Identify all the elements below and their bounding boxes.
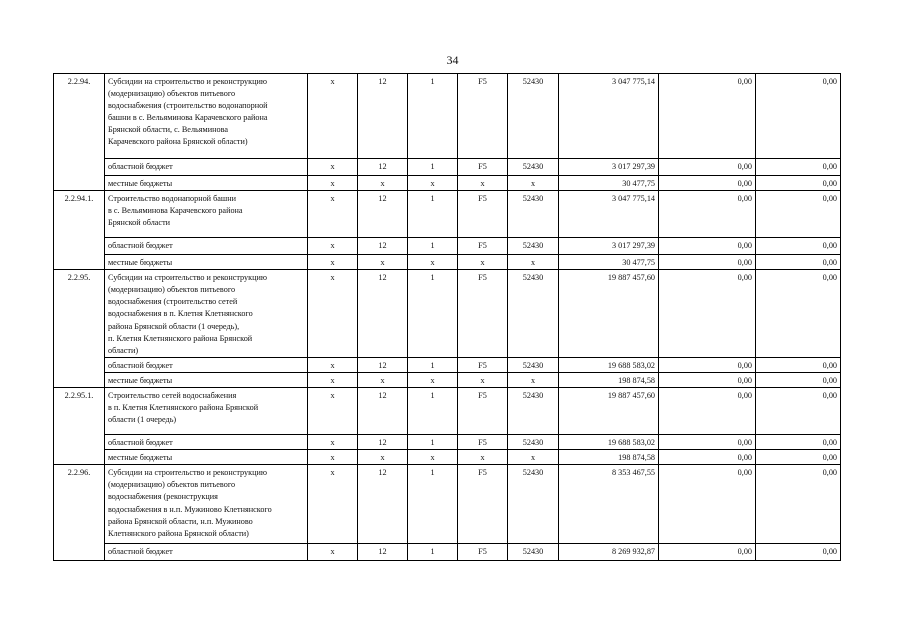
sum-3-cell: 0,00 [756, 191, 841, 238]
grbs-cell: x [308, 357, 358, 372]
vr-cell: 52430 [508, 159, 559, 176]
row-name: областной бюджет [105, 238, 308, 255]
pr-cell: 1 [408, 159, 458, 176]
pr-cell: 1 [408, 238, 458, 255]
row-name: местные бюджеты [105, 255, 308, 270]
sum-1-cell: 3 047 775,14 [559, 74, 659, 159]
row-name: местные бюджеты [105, 176, 308, 191]
row-name: областной бюджет [105, 357, 308, 372]
grbs-cell: x [308, 176, 358, 191]
sum-1-cell: 3 017 297,39 [559, 238, 659, 255]
table-row [54, 176, 841, 191]
vr-cell: 52430 [508, 388, 559, 435]
sum-2-cell: 0,00 [659, 74, 756, 159]
grbs-cell: x [308, 388, 358, 435]
rz-cell: 12 [358, 74, 408, 159]
table-row [54, 159, 841, 176]
sum-3-cell: 0,00 [756, 544, 841, 561]
grbs-cell: x [308, 191, 358, 238]
sum-3-cell: 0,00 [756, 176, 841, 191]
row-name: местные бюджеты [105, 450, 308, 465]
tsr-cell: x [458, 255, 508, 270]
sum-1-cell: 3 017 297,39 [559, 159, 659, 176]
tsr-cell: F5 [458, 159, 508, 176]
sum-1-cell: 8 353 467,55 [559, 465, 659, 544]
sum-3-cell: 0,00 [756, 372, 841, 387]
vr-cell: 52430 [508, 191, 559, 238]
sum-2-cell: 0,00 [659, 372, 756, 387]
row-name: Строительство водонапорной башни в с. Вельяминова Карачевского района Брянской области [105, 191, 308, 238]
pr-cell: x [408, 450, 458, 465]
grbs-cell: x [308, 74, 358, 159]
tsr-cell: x [458, 372, 508, 387]
tsr-cell: F5 [458, 238, 508, 255]
table-row [54, 238, 841, 255]
table-row [54, 74, 841, 159]
tsr-cell: F5 [458, 388, 508, 435]
grbs-cell: x [308, 372, 358, 387]
vr-cell: 52430 [508, 357, 559, 372]
table-row [54, 465, 841, 544]
sum-1-cell: 198 874,58 [559, 450, 659, 465]
rz-cell: 12 [358, 435, 408, 450]
sum-1-cell: 19 688 583,02 [559, 435, 659, 450]
sum-2-cell: 0,00 [659, 357, 756, 372]
vr-cell: 52430 [508, 238, 559, 255]
pr-cell: 1 [408, 74, 458, 159]
sum-2-cell: 0,00 [659, 450, 756, 465]
grbs-cell: x [308, 435, 358, 450]
grbs-cell: x [308, 270, 358, 358]
pr-cell: 1 [408, 191, 458, 238]
sum-1-cell: 19 887 457,60 [559, 388, 659, 435]
table-row [54, 191, 841, 238]
tsr-cell: x [458, 176, 508, 191]
rz-cell: 12 [358, 544, 408, 561]
row-name: областной бюджет [105, 435, 308, 450]
row-code: 2.2.95.1. [54, 388, 105, 465]
row-name: Субсидии на строительство и реконструкцию (модернизацию) объектов питьевого водоснабжения (строительство водонапорной башни в с. Вельяминова Карачевского района Брянской области, с. Вельяминова Карачевского района Брянской области) [105, 74, 308, 159]
sum-1-cell: 198 874,58 [559, 372, 659, 387]
pr-cell: 1 [408, 465, 458, 544]
vr-cell: 52430 [508, 435, 559, 450]
sum-3-cell: 0,00 [756, 388, 841, 435]
sum-2-cell: 0,00 [659, 544, 756, 561]
sum-3-cell: 0,00 [756, 74, 841, 159]
sum-3-cell: 0,00 [756, 465, 841, 544]
sum-2-cell: 0,00 [659, 465, 756, 544]
sum-3-cell: 0,00 [756, 255, 841, 270]
rz-cell: x [358, 255, 408, 270]
rz-cell: 12 [358, 159, 408, 176]
rz-cell: 12 [358, 357, 408, 372]
sum-2-cell: 0,00 [659, 435, 756, 450]
row-name: областной бюджет [105, 159, 308, 176]
pr-cell: 1 [408, 544, 458, 561]
sum-3-cell: 0,00 [756, 357, 841, 372]
grbs-cell: x [308, 544, 358, 561]
table-row [54, 255, 841, 270]
grbs-cell: x [308, 465, 358, 544]
pr-cell: x [408, 372, 458, 387]
sum-2-cell: 0,00 [659, 176, 756, 191]
sum-1-cell: 19 688 583,02 [559, 357, 659, 372]
row-name: областной бюджет [105, 544, 308, 561]
grbs-cell: x [308, 238, 358, 255]
vr-cell: x [508, 255, 559, 270]
row-code: 2.2.95. [54, 270, 105, 388]
row-code: 2.2.94.1. [54, 191, 105, 270]
tsr-cell: x [458, 450, 508, 465]
sum-3-cell: 0,00 [756, 435, 841, 450]
sum-2-cell: 0,00 [659, 238, 756, 255]
vr-cell: x [508, 372, 559, 387]
grbs-cell: x [308, 159, 358, 176]
sum-3-cell: 0,00 [756, 270, 841, 358]
pr-cell: x [408, 255, 458, 270]
table-row [54, 450, 841, 465]
row-name: местные бюджеты [105, 372, 308, 387]
page-number: 34 [446, 53, 459, 67]
tsr-cell: F5 [458, 74, 508, 159]
pr-cell: 1 [408, 388, 458, 435]
sum-1-cell: 8 269 932,87 [559, 544, 659, 561]
pr-cell: 1 [408, 435, 458, 450]
row-name: Строительство сетей водоснабжения в п. Клетня Клетнянского района Брянской области (1 очередь) [105, 388, 308, 435]
rz-cell: x [358, 450, 408, 465]
vr-cell: x [508, 450, 559, 465]
sum-1-cell: 3 047 775,14 [559, 191, 659, 238]
vr-cell: 52430 [508, 465, 559, 544]
table-row [54, 435, 841, 450]
table-row [54, 388, 841, 435]
rz-cell: 12 [358, 191, 408, 238]
budget-table [53, 73, 841, 561]
sum-1-cell: 30 477,75 [559, 255, 659, 270]
rz-cell: x [358, 176, 408, 191]
vr-cell: 52430 [508, 544, 559, 561]
sum-3-cell: 0,00 [756, 450, 841, 465]
sum-2-cell: 0,00 [659, 270, 756, 358]
table-row [54, 544, 841, 561]
sum-1-cell: 19 887 457,60 [559, 270, 659, 358]
table-row [54, 270, 841, 358]
rz-cell: 12 [358, 388, 408, 435]
pr-cell: x [408, 176, 458, 191]
sum-2-cell: 0,00 [659, 255, 756, 270]
rz-cell: 12 [358, 270, 408, 358]
row-name: Субсидии на строительство и реконструкцию (модернизацию) объектов питьевого водоснабжения (реконструкция водоснабжения в н.п. Мужиново Клетнянского района Брянской области, н.п. Мужиново Клетнянского района Брянской области) [105, 465, 308, 544]
grbs-cell: x [308, 450, 358, 465]
tsr-cell: F5 [458, 191, 508, 238]
sum-2-cell: 0,00 [659, 191, 756, 238]
row-code: 2.2.96. [54, 465, 105, 561]
grbs-cell: x [308, 255, 358, 270]
pr-cell: 1 [408, 270, 458, 358]
vr-cell: 52430 [508, 270, 559, 358]
table-row [54, 357, 841, 372]
sum-3-cell: 0,00 [756, 238, 841, 255]
vr-cell: x [508, 176, 559, 191]
table-row [54, 372, 841, 387]
vr-cell: 52430 [508, 74, 559, 159]
row-name: Субсидии на строительство и реконструкцию (модернизацию) объектов питьевого водоснабжения (строительство сетей водоснабжения в п. Клетня Клетнянского района Брянской области (1 очередь), п. Клетня Клетнянского района Брянской области) [105, 270, 308, 358]
pr-cell: 1 [408, 357, 458, 372]
rz-cell: 12 [358, 465, 408, 544]
sum-1-cell: 30 477,75 [559, 176, 659, 191]
tsr-cell: F5 [458, 435, 508, 450]
rz-cell: x [358, 372, 408, 387]
sum-2-cell: 0,00 [659, 388, 756, 435]
tsr-cell: F5 [458, 465, 508, 544]
rz-cell: 12 [358, 238, 408, 255]
row-code: 2.2.94. [54, 74, 105, 191]
tsr-cell: F5 [458, 270, 508, 358]
sum-3-cell: 0,00 [756, 159, 841, 176]
tsr-cell: F5 [458, 544, 508, 561]
sum-2-cell: 0,00 [659, 159, 756, 176]
tsr-cell: F5 [458, 357, 508, 372]
